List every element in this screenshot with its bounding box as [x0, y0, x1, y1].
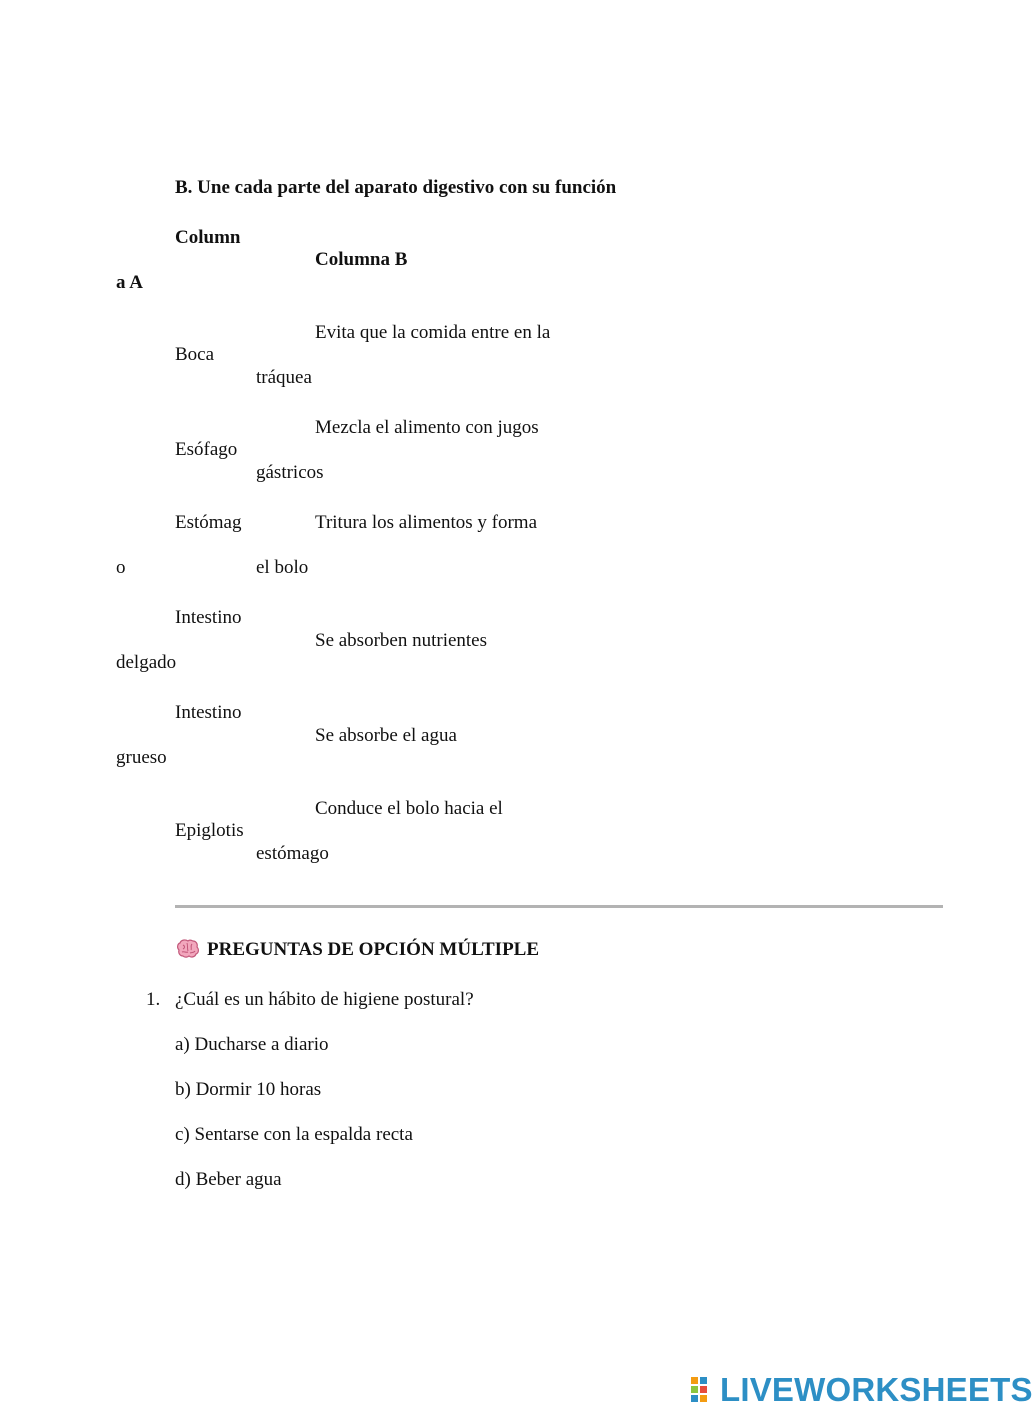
column-a-header: Column: [175, 227, 241, 248]
column-a-item-intestino-delgado: Intestino: [175, 607, 242, 628]
question-text: ¿Cuál es un hábito de higiene postural?: [175, 989, 474, 1010]
logo-text: LIVEWORKSHEETS: [720, 1371, 1033, 1408]
column-a-item-estomago-wrap: o: [116, 557, 126, 578]
option-d: d) Beber agua: [175, 1169, 282, 1190]
column-a-item-estomago: Estómag: [175, 512, 242, 533]
column-b-item-2: Mezcla el alimento con jugos: [315, 417, 539, 438]
option-c: c) Sentarse con la espalda recta: [175, 1124, 413, 1145]
column-b-item-3-wrap: el bolo: [256, 557, 309, 578]
option-b: b) Dormir 10 horas: [175, 1079, 322, 1100]
column-b-item-5: Se absorbe el agua: [315, 725, 457, 746]
brain-icon: [176, 938, 200, 960]
column-b-item-3: Tritura los alimentos y forma: [315, 512, 537, 533]
column-b-item-4: Se absorben nutrientes: [315, 630, 488, 651]
question-number: 1.: [146, 989, 161, 1010]
logo-mark-icon: [690, 1375, 716, 1405]
column-a-item-esofago: Esófago: [175, 439, 238, 460]
column-b-item-6: Conduce el bolo hacia el: [315, 798, 503, 819]
column-a-item-intestino-delgado-wrap: delgado: [116, 652, 177, 673]
column-a-item-boca: Boca: [175, 344, 215, 365]
column-b-item-6-wrap: estómago: [256, 843, 329, 864]
column-a-item-intestino-grueso: Intestino: [175, 702, 242, 723]
column-b-item-1: Evita que la comida entre en la: [315, 322, 551, 343]
option-a: a) Ducharse a diario: [175, 1034, 329, 1055]
column-a-item-epiglotis: Epiglotis: [175, 820, 244, 841]
column-b-item-1-wrap: tráquea: [256, 367, 312, 388]
section-b-title: B. Une cada parte del aparato digestivo con su función: [175, 177, 617, 198]
liveworksheets-logo: [690, 1372, 1033, 1408]
multiple-choice-title: PREGUNTAS DE OPCIÓN MÚLTIPLE: [207, 939, 540, 960]
column-a-header-wrap: a A: [116, 272, 143, 293]
column-b-header: Columna B: [315, 249, 408, 270]
column-a-item-intestino-grueso-wrap: grueso: [116, 747, 167, 768]
section-divider: [175, 905, 943, 908]
column-b-item-2-wrap: gástricos: [256, 462, 324, 483]
